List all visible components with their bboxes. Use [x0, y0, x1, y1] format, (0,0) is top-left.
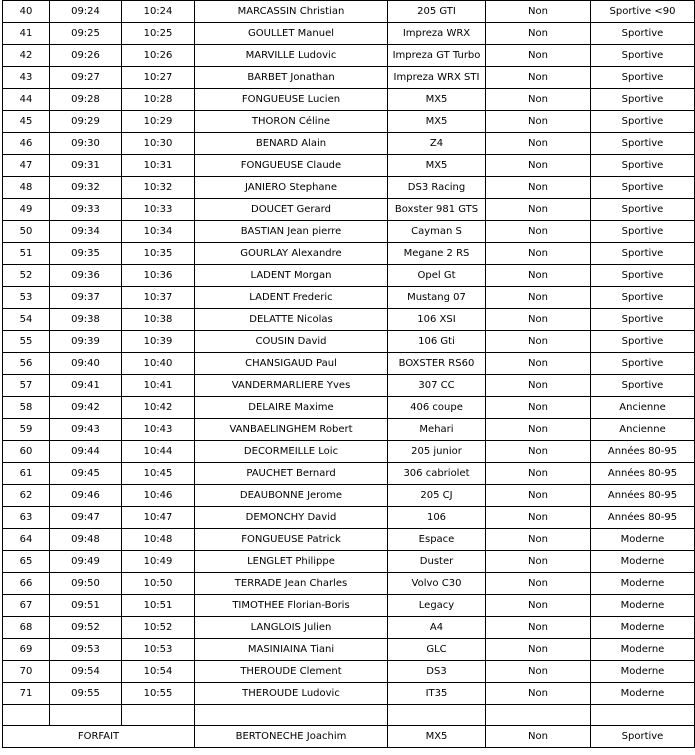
category-cell: Sportive: [591, 67, 695, 89]
table-row: [3, 639, 695, 661]
end-time-cell: 10:41: [122, 375, 195, 397]
category-cell: Sportive: [591, 243, 695, 265]
table-row: [3, 397, 695, 419]
car-model-cell: Espace: [388, 529, 486, 551]
empty-cell: [486, 705, 591, 726]
end-time-cell: 10:46: [122, 485, 195, 507]
car-model-cell: Impreza WRX STI: [388, 67, 486, 89]
driver-name-cell: MASINIAINA Tiani: [195, 639, 388, 661]
driver-name-cell: VANBAELINGHEM Robert: [195, 419, 388, 441]
schedule-table: [2, 0, 695, 748]
paid-status-cell: Non: [486, 375, 591, 397]
driver-name-cell: DECORMEILLE Loic: [195, 441, 388, 463]
driver-name-cell: THEROUDE Clement: [195, 661, 388, 683]
start-time-cell: 09:54: [50, 661, 122, 683]
row-number-cell: 43: [3, 67, 50, 89]
row-number-cell: 64: [3, 529, 50, 551]
category-cell: Sportive: [591, 155, 695, 177]
paid-status-cell: Non: [486, 661, 591, 683]
row-number-cell: 70: [3, 661, 50, 683]
driver-name-cell: DELAIRE Maxime: [195, 397, 388, 419]
paid-status-cell: Non: [486, 397, 591, 419]
row-number-cell: 61: [3, 463, 50, 485]
category-cell: Sportive: [591, 331, 695, 353]
row-number-cell: 40: [3, 1, 50, 23]
paid-status-cell: Non: [486, 573, 591, 595]
start-time-cell: 09:33: [50, 199, 122, 221]
category-cell: Sportive: [591, 199, 695, 221]
car-model-cell: 205 junior: [388, 441, 486, 463]
category-cell: Sportive: [591, 177, 695, 199]
table-row: [3, 375, 695, 397]
driver-name-cell: MARVILLE Ludovic: [195, 45, 388, 67]
paid-status-cell: Non: [486, 221, 591, 243]
car-model-cell: Duster: [388, 551, 486, 573]
row-number-cell: 71: [3, 683, 50, 705]
driver-name-cell: BASTIAN Jean pierre: [195, 221, 388, 243]
start-time-cell: 09:37: [50, 287, 122, 309]
paid-status-cell: Non: [486, 133, 591, 155]
table-row: [3, 265, 695, 287]
forfait-category: Sportive: [591, 726, 695, 748]
driver-name-cell: THORON Céline: [195, 111, 388, 133]
empty-cell: [3, 705, 50, 726]
driver-name-cell: LADENT Frederic: [195, 287, 388, 309]
row-number-cell: 56: [3, 353, 50, 375]
start-time-cell: 09:25: [50, 23, 122, 45]
car-model-cell: Impreza GT Turbo: [388, 45, 486, 67]
driver-name-cell: GOULLET Manuel: [195, 23, 388, 45]
end-time-cell: 10:52: [122, 617, 195, 639]
row-number-cell: 52: [3, 265, 50, 287]
row-number-cell: 53: [3, 287, 50, 309]
start-time-cell: 09:29: [50, 111, 122, 133]
table-row: [3, 89, 695, 111]
table-row: [3, 1, 695, 23]
table-row: [3, 177, 695, 199]
paid-status-cell: Non: [486, 309, 591, 331]
end-time-cell: 10:35: [122, 243, 195, 265]
table-row: [3, 353, 695, 375]
row-number-cell: 45: [3, 111, 50, 133]
forfait-label: FORFAIT: [3, 726, 195, 748]
table-row: [3, 23, 695, 45]
row-number-cell: 60: [3, 441, 50, 463]
driver-name-cell: DEMONCHY David: [195, 507, 388, 529]
car-model-cell: MX5: [388, 89, 486, 111]
table-row: [3, 331, 695, 353]
end-time-cell: 10:53: [122, 639, 195, 661]
paid-status-cell: Non: [486, 287, 591, 309]
driver-name-cell: LANGLOIS Julien: [195, 617, 388, 639]
category-cell: Années 80-95: [591, 441, 695, 463]
empty-cell: [195, 705, 388, 726]
start-time-cell: 09:34: [50, 221, 122, 243]
paid-status-cell: Non: [486, 485, 591, 507]
start-time-cell: 09:43: [50, 419, 122, 441]
table-row: [3, 551, 695, 573]
car-model-cell: Boxster 981 GTS: [388, 199, 486, 221]
start-time-cell: 09:53: [50, 639, 122, 661]
driver-name-cell: LENGLET Philippe: [195, 551, 388, 573]
table-row: [3, 617, 695, 639]
start-time-cell: 09:42: [50, 397, 122, 419]
car-model-cell: Legacy: [388, 595, 486, 617]
row-number-cell: 44: [3, 89, 50, 111]
driver-name-cell: FONGUEUSE Lucien: [195, 89, 388, 111]
forfait-row: [3, 726, 695, 748]
driver-name-cell: FONGUEUSE Patrick: [195, 529, 388, 551]
category-cell: Sportive: [591, 111, 695, 133]
paid-status-cell: Non: [486, 243, 591, 265]
category-cell: Moderne: [591, 551, 695, 573]
paid-status-cell: Non: [486, 67, 591, 89]
category-cell: Ancienne: [591, 397, 695, 419]
category-cell: Moderne: [591, 529, 695, 551]
paid-status-cell: Non: [486, 45, 591, 67]
end-time-cell: 10:47: [122, 507, 195, 529]
row-number-cell: 50: [3, 221, 50, 243]
end-time-cell: 10:32: [122, 177, 195, 199]
start-time-cell: 09:36: [50, 265, 122, 287]
start-time-cell: 09:26: [50, 45, 122, 67]
start-time-cell: 09:51: [50, 595, 122, 617]
table-row: [3, 463, 695, 485]
start-time-cell: 09:52: [50, 617, 122, 639]
end-time-cell: 10:25: [122, 23, 195, 45]
car-model-cell: A4: [388, 617, 486, 639]
end-time-cell: 10:43: [122, 419, 195, 441]
start-time-cell: 09:40: [50, 353, 122, 375]
car-model-cell: Opel Gt: [388, 265, 486, 287]
paid-status-cell: Non: [486, 265, 591, 287]
table-row: [3, 661, 695, 683]
table-row: [3, 309, 695, 331]
row-number-cell: 58: [3, 397, 50, 419]
driver-name-cell: DOUCET Gerard: [195, 199, 388, 221]
driver-name-cell: MARCASSIN Christian: [195, 1, 388, 23]
row-number-cell: 54: [3, 309, 50, 331]
forfait-paid-status: Non: [486, 726, 591, 748]
car-model-cell: Mehari: [388, 419, 486, 441]
end-time-cell: 10:24: [122, 1, 195, 23]
row-number-cell: 51: [3, 243, 50, 265]
start-time-cell: 09:30: [50, 133, 122, 155]
driver-name-cell: DEAUBONNE Jerome: [195, 485, 388, 507]
category-cell: Sportive <90: [591, 1, 695, 23]
paid-status-cell: Non: [486, 529, 591, 551]
start-time-cell: 09:49: [50, 551, 122, 573]
driver-name-cell: BENARD Alain: [195, 133, 388, 155]
table-row: [3, 133, 695, 155]
car-model-cell: Z4: [388, 133, 486, 155]
forfait-car-model: MX5: [388, 726, 486, 748]
end-time-cell: 10:31: [122, 155, 195, 177]
table-row: [3, 155, 695, 177]
category-cell: Sportive: [591, 287, 695, 309]
car-model-cell: Volvo C30: [388, 573, 486, 595]
start-time-cell: 09:48: [50, 529, 122, 551]
start-time-cell: 09:31: [50, 155, 122, 177]
row-number-cell: 57: [3, 375, 50, 397]
paid-status-cell: Non: [486, 1, 591, 23]
category-cell: Sportive: [591, 45, 695, 67]
car-model-cell: 205 GTI: [388, 1, 486, 23]
driver-name-cell: PAUCHET Bernard: [195, 463, 388, 485]
row-number-cell: 66: [3, 573, 50, 595]
start-time-cell: 09:38: [50, 309, 122, 331]
start-time-cell: 09:27: [50, 67, 122, 89]
table-row: [3, 45, 695, 67]
end-time-cell: 10:37: [122, 287, 195, 309]
row-number-cell: 69: [3, 639, 50, 661]
row-number-cell: 63: [3, 507, 50, 529]
table-row: [3, 595, 695, 617]
car-model-cell: 106: [388, 507, 486, 529]
table-row: [3, 287, 695, 309]
paid-status-cell: Non: [486, 683, 591, 705]
table-row: [3, 529, 695, 551]
table-body: [3, 1, 695, 705]
car-model-cell: Impreza WRX: [388, 23, 486, 45]
car-model-cell: DS3: [388, 661, 486, 683]
paid-status-cell: Non: [486, 595, 591, 617]
driver-name-cell: THEROUDE Ludovic: [195, 683, 388, 705]
empty-cell: [122, 705, 195, 726]
end-time-cell: 10:49: [122, 551, 195, 573]
category-cell: Sportive: [591, 265, 695, 287]
end-time-cell: 10:51: [122, 595, 195, 617]
row-number-cell: 42: [3, 45, 50, 67]
start-time-cell: 09:41: [50, 375, 122, 397]
paid-status-cell: Non: [486, 441, 591, 463]
table-row: [3, 419, 695, 441]
car-model-cell: IT35: [388, 683, 486, 705]
category-cell: Sportive: [591, 309, 695, 331]
end-time-cell: 10:38: [122, 309, 195, 331]
paid-status-cell: Non: [486, 419, 591, 441]
category-cell: Moderne: [591, 573, 695, 595]
end-time-cell: 10:26: [122, 45, 195, 67]
category-cell: Années 80-95: [591, 507, 695, 529]
start-time-cell: 09:47: [50, 507, 122, 529]
row-number-cell: 67: [3, 595, 50, 617]
row-number-cell: 68: [3, 617, 50, 639]
car-model-cell: 106 XSI: [388, 309, 486, 331]
row-number-cell: 62: [3, 485, 50, 507]
driver-name-cell: DELATTE Nicolas: [195, 309, 388, 331]
start-time-cell: 09:50: [50, 573, 122, 595]
driver-name-cell: BARBET Jonathan: [195, 67, 388, 89]
category-cell: Sportive: [591, 375, 695, 397]
start-time-cell: 09:28: [50, 89, 122, 111]
empty-row: [3, 705, 695, 726]
start-time-cell: 09:55: [50, 683, 122, 705]
row-number-cell: 59: [3, 419, 50, 441]
driver-name-cell: FONGUEUSE Claude: [195, 155, 388, 177]
table-row: [3, 67, 695, 89]
end-time-cell: 10:27: [122, 67, 195, 89]
category-cell: Sportive: [591, 221, 695, 243]
row-number-cell: 47: [3, 155, 50, 177]
driver-name-cell: GOURLAY Alexandre: [195, 243, 388, 265]
category-cell: Ancienne: [591, 419, 695, 441]
empty-cell: [591, 705, 695, 726]
paid-status-cell: Non: [486, 507, 591, 529]
category-cell: Sportive: [591, 353, 695, 375]
category-cell: Sportive: [591, 23, 695, 45]
row-number-cell: 55: [3, 331, 50, 353]
row-number-cell: 48: [3, 177, 50, 199]
car-model-cell: 205 CJ: [388, 485, 486, 507]
paid-status-cell: Non: [486, 331, 591, 353]
start-time-cell: 09:35: [50, 243, 122, 265]
paid-status-cell: Non: [486, 617, 591, 639]
car-model-cell: MX5: [388, 155, 486, 177]
end-time-cell: 10:40: [122, 353, 195, 375]
driver-name-cell: LADENT Morgan: [195, 265, 388, 287]
end-time-cell: 10:55: [122, 683, 195, 705]
car-model-cell: GLC: [388, 639, 486, 661]
car-model-cell: 307 CC: [388, 375, 486, 397]
paid-status-cell: Non: [486, 177, 591, 199]
row-number-cell: 46: [3, 133, 50, 155]
paid-status-cell: Non: [486, 155, 591, 177]
empty-cell: [388, 705, 486, 726]
end-time-cell: 10:36: [122, 265, 195, 287]
car-model-cell: DS3 Racing: [388, 177, 486, 199]
end-time-cell: 10:42: [122, 397, 195, 419]
table-row: [3, 485, 695, 507]
driver-name-cell: TIMOTHEE Florian-Boris: [195, 595, 388, 617]
driver-name-cell: COUSIN David: [195, 331, 388, 353]
end-time-cell: 10:50: [122, 573, 195, 595]
start-time-cell: 09:46: [50, 485, 122, 507]
car-model-cell: Cayman S: [388, 221, 486, 243]
car-model-cell: Mustang 07: [388, 287, 486, 309]
end-time-cell: 10:44: [122, 441, 195, 463]
paid-status-cell: Non: [486, 551, 591, 573]
category-cell: Années 80-95: [591, 485, 695, 507]
table-row: [3, 507, 695, 529]
end-time-cell: 10:29: [122, 111, 195, 133]
paid-status-cell: Non: [486, 111, 591, 133]
start-time-cell: 09:32: [50, 177, 122, 199]
end-time-cell: 10:30: [122, 133, 195, 155]
category-cell: Moderne: [591, 617, 695, 639]
category-cell: Moderne: [591, 595, 695, 617]
table-row: [3, 111, 695, 133]
end-time-cell: 10:45: [122, 463, 195, 485]
driver-name-cell: TERRADE Jean Charles: [195, 573, 388, 595]
paid-status-cell: Non: [486, 639, 591, 661]
category-cell: Sportive: [591, 89, 695, 111]
paid-status-cell: Non: [486, 23, 591, 45]
paid-status-cell: Non: [486, 199, 591, 221]
end-time-cell: 10:28: [122, 89, 195, 111]
driver-name-cell: VANDERMARLIERE Yves: [195, 375, 388, 397]
paid-status-cell: Non: [486, 463, 591, 485]
car-model-cell: 306 cabriolet: [388, 463, 486, 485]
paid-status-cell: Non: [486, 353, 591, 375]
end-time-cell: 10:39: [122, 331, 195, 353]
forfait-driver-name: BERTONECHE Joachim: [195, 726, 388, 748]
car-model-cell: BOXSTER RS60: [388, 353, 486, 375]
driver-name-cell: JANIERO Stephane: [195, 177, 388, 199]
row-number-cell: 49: [3, 199, 50, 221]
car-model-cell: Megane 2 RS: [388, 243, 486, 265]
category-cell: Moderne: [591, 661, 695, 683]
end-time-cell: 10:48: [122, 529, 195, 551]
start-time-cell: 09:24: [50, 1, 122, 23]
row-number-cell: 41: [3, 23, 50, 45]
category-cell: Moderne: [591, 683, 695, 705]
start-time-cell: 09:39: [50, 331, 122, 353]
table-row: [3, 441, 695, 463]
empty-cell: [50, 705, 122, 726]
category-cell: Années 80-95: [591, 463, 695, 485]
end-time-cell: 10:33: [122, 199, 195, 221]
car-model-cell: MX5: [388, 111, 486, 133]
end-time-cell: 10:54: [122, 661, 195, 683]
driver-name-cell: CHANSIGAUD Paul: [195, 353, 388, 375]
category-cell: Sportive: [591, 133, 695, 155]
category-cell: Moderne: [591, 639, 695, 661]
table-row: [3, 221, 695, 243]
paid-status-cell: Non: [486, 89, 591, 111]
start-time-cell: 09:44: [50, 441, 122, 463]
row-number-cell: 65: [3, 551, 50, 573]
end-time-cell: 10:34: [122, 221, 195, 243]
start-time-cell: 09:45: [50, 463, 122, 485]
car-model-cell: 106 Gti: [388, 331, 486, 353]
table-row: [3, 243, 695, 265]
table-row: [3, 683, 695, 705]
table-row: [3, 573, 695, 595]
car-model-cell: 406 coupe: [388, 397, 486, 419]
table-row: [3, 199, 695, 221]
